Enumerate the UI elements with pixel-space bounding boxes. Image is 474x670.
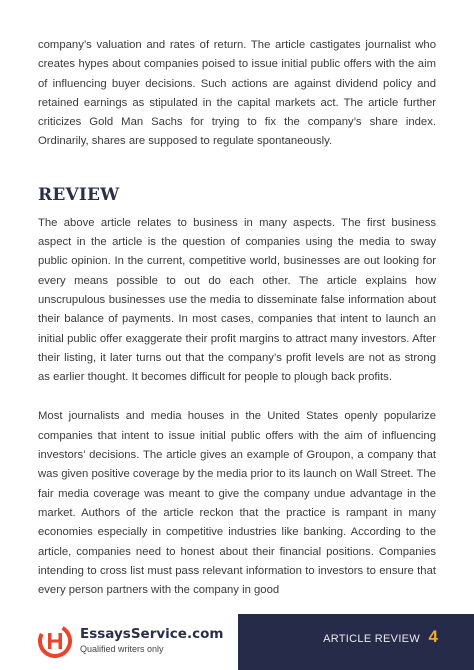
brand-logo: [38, 622, 238, 658]
article-content: [38, 36, 436, 600]
section-heading-review: REVIEW: [38, 184, 120, 205]
brand-name: EssaysService.com: [80, 626, 224, 642]
page-number: 4: [428, 627, 438, 646]
footer-bar: [238, 614, 474, 670]
paragraph-review-2: Most journalists and media houses in the United States openly popularize companies that intent to issue initial public offers with the aim of influencing investors’ decisions. The article gives an example of Groupon, a company that was given positive coverage by the media prior to its launch on Wall Street. The fair media coverage was meant to give the company undue advantage in the market. Authors of the article reckon that the practice is rampant in many economies especially in competitive industries like banking. According to the article, companies need to honest about their financial positions. Companies intending to cross list must pass relevant information to investors to ensure that every person partners with the company in good: [38, 410, 436, 597]
paragraph-intro: company’s valuation and rates of return. The article castigates journalist who creates hypes about companies poised to issue initial public offers with the aim of influencing buyer decisions. Such actions are against dividend policy and retained earnings as stipulated in the capital markets act. The article further criticizes Gold Man Sachs for trying to fix the company’s share index. Ordinarily, shares are supposed to regulate spontaneously.: [38, 39, 436, 148]
essays-service-logo-icon: [38, 624, 72, 658]
paragraph-gap: [38, 387, 436, 407]
paragraph-review-1: The above article relates to business in many aspects. The first business aspect in the article is the question of companies using the media to sway public opinion. In the current, competitive world, businesses are out looking for every means possible to out do each other. The article explains how unscrupulous businesses use the media to disseminate false information about their balance of payments. In most cases, companies that intent to launch an initial public offer exaggerate their profit margins to attract many investors. After their listing, it later turns out that the company’s profit levels are not as strong as earlier thought. It becomes difficult for people to plough back profits.: [38, 216, 436, 384]
footer-section-label: ARTICLE REVIEW: [323, 633, 420, 645]
brand-tagline: Qualified writers only: [80, 644, 164, 654]
